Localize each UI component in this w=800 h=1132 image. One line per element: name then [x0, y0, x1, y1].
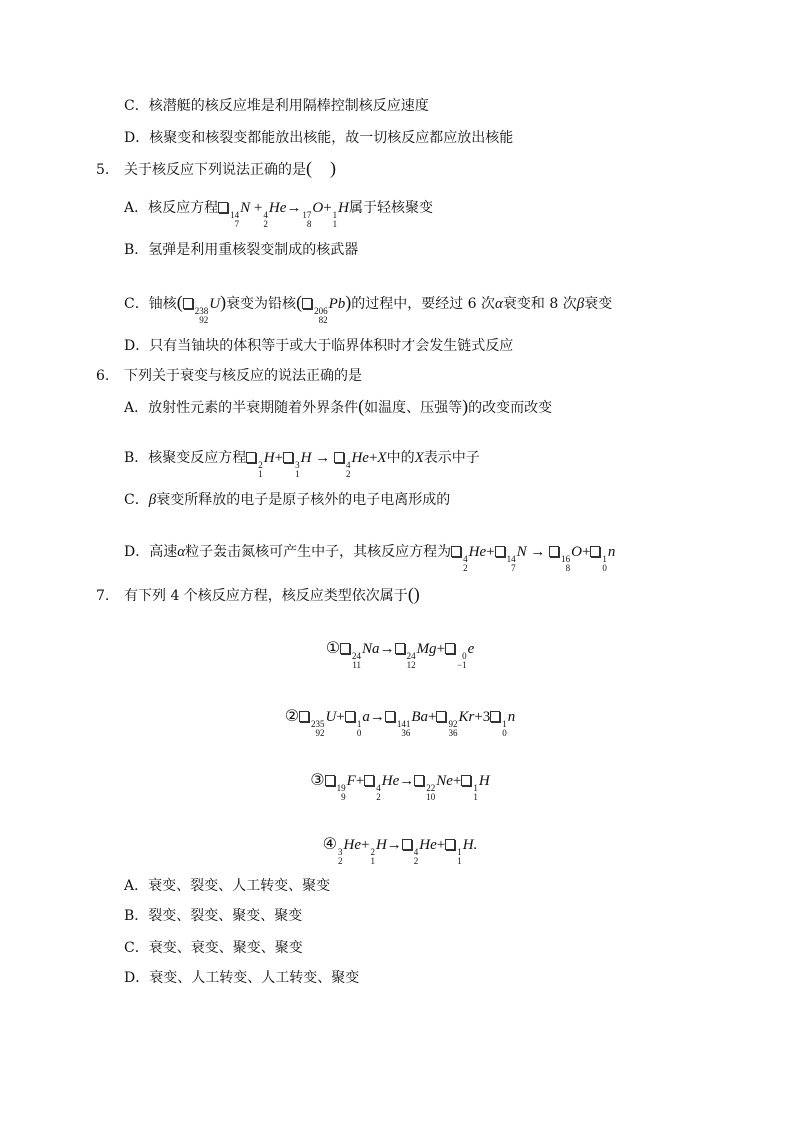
q5-option-d: D．只有当铀块的体积等于或大于临界体积时才会发生链式反应: [124, 338, 514, 354]
q7-option-b: B．裂变、裂变、聚变、聚变: [124, 908, 303, 924]
q7-number: 7.: [96, 588, 110, 604]
q5-option-a: A．核反应方程 14 7 N + 4 2 He→ 17 8 O+ 1 1 H属于轻核聚变: [124, 200, 434, 229]
q6-option-b: B．核聚变反应方程 2 1 H+ 3 1 H → 4 2 He+X中的X表示中子: [124, 450, 480, 479]
q6-stem: 6. 下列关于衰变与核反应的说法正确的是: [96, 368, 362, 384]
q5-option-b: B．氢弹是利用重核裂变制成的核武器: [124, 242, 359, 258]
q7-option-a: A．衰变、裂变、人工转变、聚变: [124, 878, 331, 894]
q7-option-c: C．衰变、衰变、聚变、聚变: [124, 940, 303, 956]
q7-stem: 7. 有下列 4 个核反应方程，核反应类型依次属于(): [96, 584, 420, 604]
q5-option-c: C．铀核( 238 92 U)衰变为铅核( 206 82 Pb)的过程中，要经过 6 次α衰变和 8 次β衰变: [124, 292, 613, 325]
q5-number: 5.: [96, 162, 110, 178]
q4-option-c: C．核潜艇的核反应堆是利用隔棒控制核反应速度: [124, 98, 429, 114]
q6-number: 6.: [96, 368, 110, 384]
q4-option-d: D．核聚变和核裂变都能放出核能，故一切核反应都应放出核能: [124, 130, 514, 146]
q5-stem: 5. 关于核反应下列说法正确的是( ): [96, 158, 336, 178]
q6-option-c: C．β衰变所释放的电子是原子核外的电子电离形成的: [124, 492, 451, 508]
q7-equation-1: ① 24 11 Na→ 24 12 Mg+ 0 −1 e: [325, 638, 475, 670]
q7-equation-3: ③ 19 9 F+ 4 2 He→ 22 10 Ne+ 1 1 H: [310, 770, 490, 802]
q7-equation-4: ④ 3 2 He+ 2 1 H→ 4 2 He+ 1 1 H.: [322, 834, 478, 866]
q6-option-d: D．高速α粒子轰击氮核可产生中子，其核反应方程为 4 2 He+ 14 7 N → 16 8 O+ 1 0 n: [124, 544, 616, 573]
q7-equation-2: ② 235 92 U+ 1 0 a→ 141 36 Ba+ 92 36 Kr+3 1 0 n: [284, 706, 516, 738]
q7-option-d: D．衰变、人工转变、人工转变、聚变: [124, 970, 360, 986]
q6-option-a: A．放射性元素的半衰期随着外界条件(如温度、压强等)的改变而改变: [124, 396, 553, 416]
